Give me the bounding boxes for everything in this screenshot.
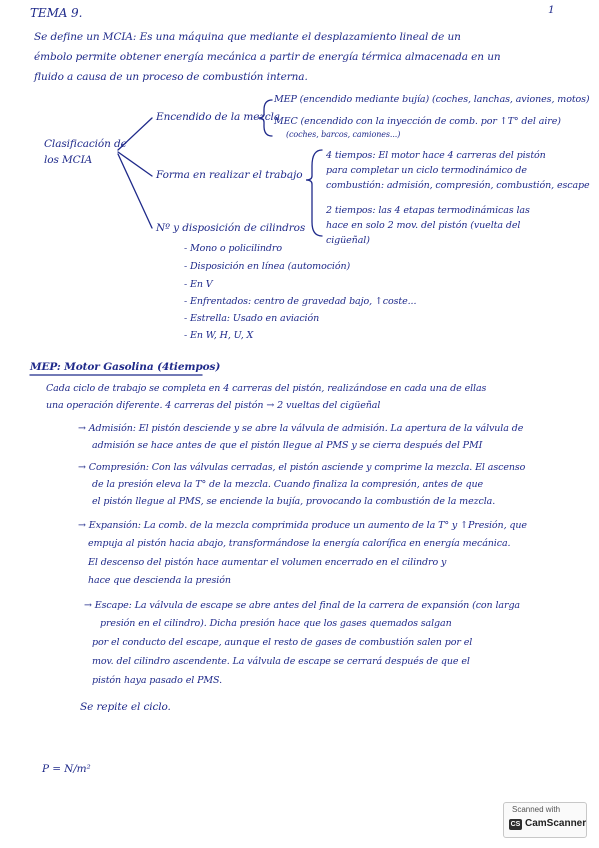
step-line: empuja al pistón hacia abajo, transformándose la energía calorífica en energía mecánica. (88, 538, 511, 549)
paragraph-line: Cada ciclo de trabajo se completa en 4 carreras del pistón, realizándose en cada una de ellas (46, 383, 487, 394)
list-item: - Enfrentados: centro de gravedad bajo, ↑coste... (184, 296, 417, 307)
branch-item: combustión: admisión, compresión, combustión, escape (326, 180, 590, 191)
step-line: presión en el cilindro). Dicha presión hace que los gases quemados salgan (100, 618, 452, 629)
list-item: - En W, H, U, X (184, 330, 254, 341)
step-line: pistón haya pasado el PMS. (92, 675, 222, 686)
paragraph-line: una operación diferente. 4 carreras del pistón → 2 vueltas del cigüeñal (46, 400, 381, 411)
branch-line (118, 118, 152, 150)
branch-item: 4 tiempos: El motor hace 4 carreras del pistón (326, 150, 546, 161)
branch-label: Forma en realizar el trabajo (156, 169, 303, 181)
step-line: por el conducto del escape, aunque el resto de gases de combustión salen por el (92, 637, 473, 648)
step-line: → Escape: La válvula de escape se abre antes del final de la carrera de expansión (con larga (84, 600, 520, 611)
list-item: - Estrella: Usado en aviación (184, 313, 320, 324)
branch-item: 2 tiempos: las 4 etapas termodinámicas las (326, 205, 530, 216)
camscanner-logo-icon: CS (510, 821, 521, 828)
classification-root: los MCIA (44, 154, 93, 166)
intro-line: Se define un MCIA: Es una máquina que mediante el desplazamiento lineal de un (34, 31, 461, 43)
intro-line: fluido a causa de un proceso de combustión interna. (34, 71, 308, 83)
intro-line: émbolo permite obtener energía mecánica a partir de energía térmica almacenada en un (34, 51, 501, 63)
pressure-formula: P = N/m² (42, 763, 91, 775)
classification-root: Clasificación de (44, 138, 127, 150)
scanner-watermark (503, 802, 587, 838)
step-line: hace que descienda la presión (88, 575, 231, 586)
branch-item: MEC (encendido con la inyección de comb. por ↑T° del aire) (274, 116, 561, 127)
page-number: 1 (548, 4, 555, 16)
section-heading: MEP: Motor Gasolina (4tiempos) (30, 361, 221, 373)
scanner-watermark-caption: Scanned with (512, 805, 561, 814)
brace (306, 150, 322, 236)
branch-item: (coches, barcos, camiones...) (286, 130, 401, 139)
repeat-note: Se repite el ciclo. (80, 701, 171, 713)
step-line: mov. del cilindro ascendente. La válvula de escape se cerrará después de que el (92, 656, 470, 667)
step-line: de la presión eleva la T° de la mezcla. Cuando finaliza la compresión, antes de que (92, 479, 484, 490)
branch-item: hace en solo 2 mov. del pistón (vuelta del (326, 220, 521, 231)
branch-label: Encendido de la mezcla (156, 111, 280, 123)
step-line: → Admisión: El pistón desciende y se abre la válvula de admisión. La apertura de la válvula de (78, 423, 524, 434)
list-item: - En V (184, 279, 213, 290)
branch-item: MEP (encendido mediante bujía) (coches, lanchas, aviones, motos) (274, 94, 590, 105)
step-line: → Expansión: La comb. de la mezcla comprimida produce un aumento de la T° y ↑Presión, que (78, 520, 527, 531)
page-title: TEMA 9. (30, 6, 83, 20)
step-line: El descenso del pistón hace aumentar el volumen encerrado en el cilindro y (88, 557, 447, 568)
list-item: - Disposición en línea (automoción) (184, 261, 351, 272)
scanner-watermark-brand: CamScanner (525, 818, 587, 829)
branch-item: para completar un ciclo termodinámico de (326, 165, 527, 176)
branch-item: cigüeñal) (326, 235, 370, 246)
step-line: → Compresión: Con las válvulas cerradas, el pistón asciende y comprime la mezcla. El ascenso (78, 462, 526, 473)
step-line: admisión se hace antes de que el pistón llegue al PMS y se cierra después del PMI (92, 440, 483, 451)
branch-line (118, 154, 152, 228)
branch-label: Nº y disposición de cilindros (156, 222, 306, 234)
list-item: - Mono o policilindro (184, 243, 282, 254)
step-line: el pistón llegue al PMS, se enciende la bujía, provocando la combustión de la mezcla. (92, 496, 496, 507)
